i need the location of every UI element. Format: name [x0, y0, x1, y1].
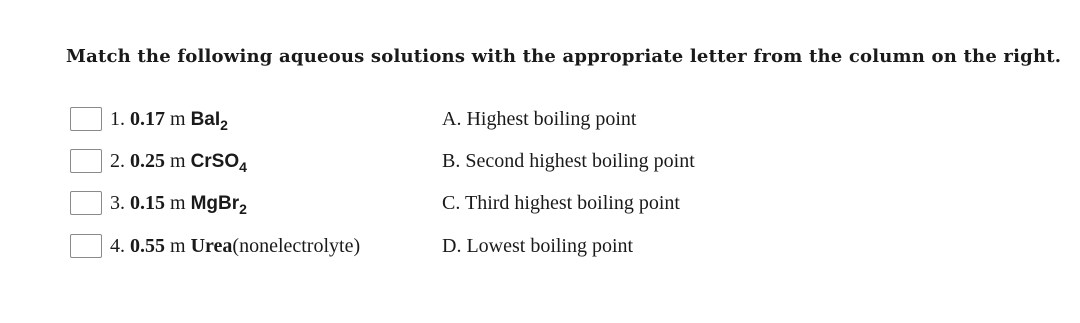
match-row-3 — [70, 189, 970, 217]
match-row-1 — [70, 105, 970, 133]
solution-item-3 — [110, 189, 247, 217]
item-formula — [190, 151, 247, 175]
item-number: 1. — [110, 108, 125, 130]
item-concentration: 0.55 — [130, 235, 165, 257]
item-number: 2. — [110, 150, 125, 172]
solution-item-4 — [110, 232, 360, 260]
item-concentration: 0.15 — [130, 192, 165, 214]
item-unit: m — [170, 192, 186, 214]
question-instruction: Match the following aqueous solutions with the appropriate letter from the column on the right. — [66, 46, 1062, 67]
item-compound: Urea — [190, 235, 233, 257]
item-note: (nonelectrolyte) — [232, 235, 361, 257]
match-row-4 — [70, 232, 970, 260]
option-d: D. Lowest boiling point — [442, 235, 634, 257]
item-number: 3. — [110, 192, 125, 214]
answer-box-1[interactable] — [70, 107, 102, 131]
formula-main: MgBr — [190, 193, 240, 214]
match-row-2 — [70, 147, 970, 175]
item-unit: m — [170, 235, 186, 257]
formula-subscript: 2 — [239, 201, 247, 217]
solution-item-2 — [110, 147, 247, 175]
item-number: 4. — [110, 235, 125, 257]
formula-subscript: 2 — [220, 117, 228, 133]
item-unit: m — [170, 150, 186, 172]
formula-main: CrSO — [190, 151, 240, 172]
option-c: C. Third highest boiling point — [442, 192, 680, 214]
formula-subscript: 4 — [239, 159, 247, 175]
item-concentration: 0.25 — [130, 150, 165, 172]
item-concentration: 0.17 — [130, 108, 165, 130]
item-formula — [190, 193, 247, 217]
solution-item-1 — [110, 105, 228, 133]
option-b: B. Second highest boiling point — [442, 150, 695, 172]
formula-main: BaI — [190, 109, 221, 130]
answer-box-4[interactable] — [70, 234, 102, 258]
item-formula — [190, 109, 228, 133]
answer-box-3[interactable] — [70, 191, 102, 215]
item-unit: m — [170, 108, 186, 130]
option-a: A. Highest boiling point — [442, 108, 637, 130]
answer-box-2[interactable] — [70, 149, 102, 173]
